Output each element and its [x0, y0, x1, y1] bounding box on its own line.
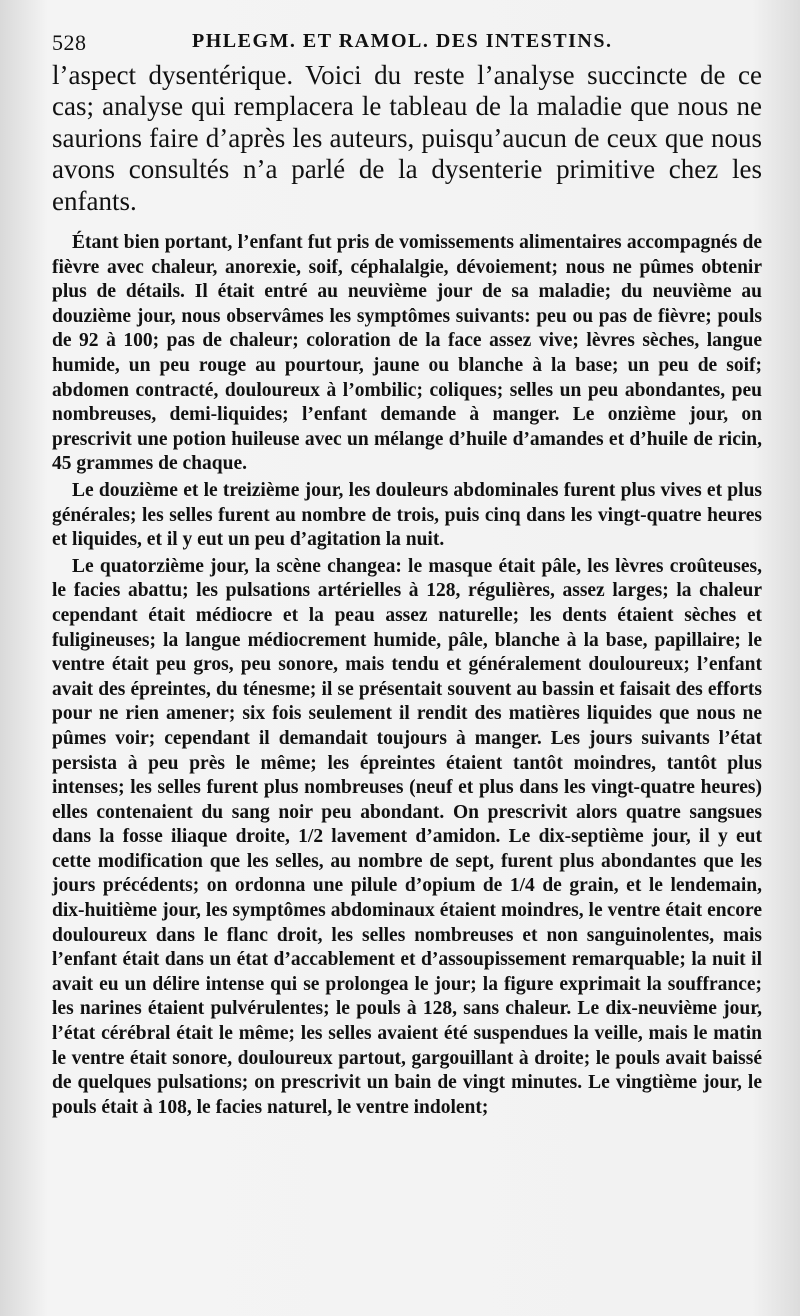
paragraph-day-14-onward: Le quatorzième jour, la scène changea: le masque était pâle, les lèvres croûteuses, le facies abattu; les pulsations artérielles à 128, régulières, assez larges; la chaleur cependant était médiocre et la peau assez naturelle; les dents étaient sèches et fuligineuses; la langue médiocrement humide, pâle, blanche à la base, papillaire; le ventre était peu gros, peu sonore, mais tendu et généralement douloureux; l’enfant avait des épreintes, du ténesme; il se présentait souvent au bassin et faisait des efforts pour ne rien amener; six fois seulement il rendit des matières liquides que nous ne pûmes voir; cependant il demandait toujours à manger. Les jours suivants l’état persista à peu près le même; les épreintes étaient tantôt moindres, tantôt plus intenses; les selles furent plus nombreuses (neuf et plus dans les vingt-quatre heures) elles contenaient du sang noir peu abondant. On prescrivit alors quatre sangsues dans la fosse iliaque droite, 1/2 lavement d’amidon. Le dix-septième jour, il y eut cette modification que les selles, au nombre de sept, furent plus abondantes que les jours précédents; on ordonna une pilule d’opium de 1/4 de grain, et le lendemain, dix-huitième jour, les symptômes abdominaux étaient moindres, le ventre était encore douloureux dans le flanc droit, les selles nombreuses et non sanguinolentes, mais l’enfant était dans un état d’accablement et d’assoupissement remarquable; la nuit il avait eu un délire intense qui se prolongea le jour; la figure exprimait la souffrance; les narines étaient pulvérulentes; le pouls à 128, sans chaleur. Le dix-neuvième jour, l’état cérébral était le même; les selles avaient été suspendues la veille, mais le matin le ventre était sonore, douloureux partout, gargouillant à droite; le pouls avait baissé de quelques pulsations; on prescrivit un bain de vingt minutes. Le vingtième jour, le pouls était à 108, le facies naturel, le ventre indolent; — [52, 555, 762, 1118]
page-number: 528 — [52, 30, 87, 55]
paragraph-intro: l’aspect dysentérique. Voici du reste l’analyse succincte de ce cas; analyse qui remplacera le tableau de la maladie que nous ne saurions faire d’après les auteurs, puisqu’aucun de ceux que nous avons consultés n’a parlé de la dysenterie primitive chez les enfants. — [52, 60, 762, 216]
body-text — [52, 60, 762, 1120]
paragraph-days-12-13: Le douzième et le treizième jour, les douleurs abdominales furent plus vives et plus générales; les selles furent au nombre de trois, puis cinq dans les vingt-quatre heures et liquides, et il y eut un peu d’agitation la nuit. — [52, 479, 762, 551]
running-head: PHLEGM. ET RAMOL. DES INTESTINS. — [192, 30, 613, 52]
page-header — [52, 28, 782, 60]
paragraph-onset: Étant bien portant, l’enfant fut pris de vomissements alimentaires accompagnés de fièvre avec chaleur, anorexie, soif, céphalalgie, dévoiement; nous ne pûmes obtenir plus de détails. Il était entré au neuvième jour de sa maladie; du neuvième au douzième jour, nous observâmes les symptômes suivants: peu ou pas de fièvre; pouls de 92 à 100; pas de chaleur; coloration de la face assez vive; lèvres sèches, langue humide, un peu rouge au pourtour, jaune ou blanche à la base; un peu de soif; abdomen contracté, douloureux à l’ombilic; coliques; selles un peu abondantes, peu nombreuses, demi-liquides; l’enfant demande à manger. Le onzième jour, on prescrivit une potion huileuse avec un mélange d’huile d’amandes et d’huile de ricin, 45 grammes de chaque. — [52, 232, 762, 475]
